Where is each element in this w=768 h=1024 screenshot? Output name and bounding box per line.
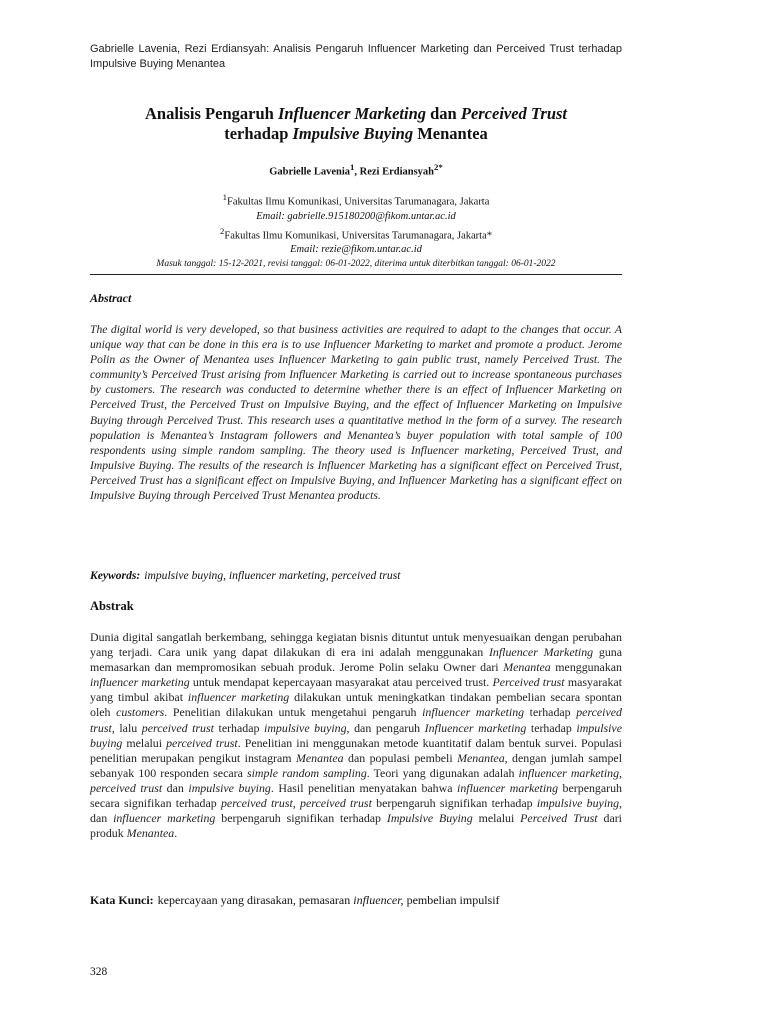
title-text: terhadap <box>224 124 293 143</box>
abstract-heading: Abstract <box>90 291 132 305</box>
abstrak-italic: Menantea <box>503 660 551 675</box>
title-text: Menantea <box>413 124 488 143</box>
affiliation-sup: 2 <box>219 225 225 236</box>
abstrak-italic: influencer marketing <box>422 705 525 720</box>
abstrak-italic: customers <box>116 705 165 720</box>
kata-kunci-italic: influencer, <box>353 893 404 907</box>
abstrak-italic: Menantea <box>296 750 344 765</box>
abstrak-text: , dan pengaruh <box>346 720 425 735</box>
abstrak-text: terhadap <box>526 720 577 735</box>
author-separator: , <box>354 166 360 178</box>
abstrak-italic: influencer marketing <box>187 690 290 705</box>
affiliation-email: Email: rezie@fikom.untar.ac.id <box>290 244 422 255</box>
affiliation-1 <box>90 190 622 210</box>
abstrak-text: dan <box>162 780 189 795</box>
abstrak-italic: impulsive buying <box>188 780 271 795</box>
abstrak-text: melalui <box>122 735 167 750</box>
keywords <box>90 569 622 582</box>
abstrak-italic: influencer marketing, perceived trust <box>90 765 623 795</box>
affiliation-email: Email: gabrielle.915180200@fikom.untar.ac.id <box>256 210 456 222</box>
abstrak-italic: perceived trust <box>166 735 238 750</box>
page-number: 328 <box>90 966 108 978</box>
abstrak-text: menggunakan <box>550 660 622 675</box>
abstrak-text: . <box>174 826 178 841</box>
abstrak-italic: perceived trust <box>90 705 622 735</box>
abstrak-text: , dengan jumlah sampel sebanyak 100 responden secara <box>90 750 622 780</box>
abstrak-italic: impulsive buying <box>90 720 622 750</box>
abstrak-italic: Menantea <box>126 826 175 841</box>
abstrak-italic: influencer marketing <box>90 675 190 690</box>
abstrak-text: . Penelitian dilakukan untuk mengetahui pengaruh <box>164 705 423 720</box>
abstrak-text: Dunia digital sangatlah berkembang, sehingga kegiatan bisnis dituntut untuk menyesuaikan dengan perubahan yang terjadi. Cara unik yang dapat dilakukan di era ini adalah menggunakan <box>90 630 622 660</box>
abstrak-text: . Hasil penelitian menyatakan bahwa <box>270 780 458 795</box>
affiliation-institution: Fakultas Ilmu Komunikasi, Universitas Tarumanagara, Jakarta <box>226 196 490 208</box>
kata-kunci-text: pembelian impulsif <box>403 893 500 907</box>
keywords-text: impulsive buying, influencer marketing, perceived trust <box>144 569 401 582</box>
abstrak-italic: Impulsive Buying <box>386 811 473 826</box>
affiliation-institution: Fakultas Ilmu Komunikasi, Universitas Tarumanagara, Jakarta* <box>224 230 492 241</box>
abstrak-text: dan populasi pembeli <box>343 750 458 765</box>
title-text: Influencer Marketing <box>277 104 426 123</box>
abstrak-italic: Influencer marketing <box>424 720 527 735</box>
affiliation-2 <box>90 224 622 244</box>
abstrak-italic: Perceived trust <box>492 675 565 690</box>
abstrak-text: masyarakat yang timbul akibat <box>90 675 622 705</box>
affiliations <box>90 190 622 257</box>
author-name: Gabrielle Lavenia <box>269 166 351 178</box>
abstrak-text: untuk mendapat kepercayaan masyarakat atau perceived trust. <box>189 675 493 690</box>
abstrak-text: dari produk <box>90 811 622 841</box>
abstrak-text: . Teori yang digunakan adalah <box>366 765 519 780</box>
paper-title <box>90 104 622 144</box>
running-header: Gabrielle Lavenia, Rezi Erdiansyah: Analisis Pengaruh Influencer Marketing dan Perceived Trust terhadap Impulsive Buying Menantea <box>90 43 622 70</box>
author-sup: 2* <box>434 162 443 172</box>
title-text: dan <box>426 104 461 123</box>
author-sup: 1 <box>350 162 355 172</box>
abstrak-italic: Influencer Marketing <box>488 645 594 660</box>
kata-kunci-label: Kata Kunci: <box>90 893 154 907</box>
abstrak-text: terhadap <box>213 720 265 735</box>
abstrak-italic: simple random sampling <box>246 765 367 780</box>
abstrak-text: berpengaruh secara signifikan terhadap <box>90 780 622 811</box>
kata-kunci <box>90 893 622 908</box>
abstrak-italic: impulsive buying <box>536 796 620 811</box>
abstrak-text: terhadap <box>524 705 577 720</box>
abstrak-text: melalui <box>472 811 521 826</box>
abstrak-text: , dan <box>90 796 623 826</box>
keywords-label: Keywords: <box>90 569 141 582</box>
submission-dates: Masuk tanggal: 15-12-2021, revisi tanggal: 06-01-2022, diterima untuk diterbitkan tanggal: 06-01-2022 <box>90 259 622 275</box>
abstrak-text: berpengaruh signifikan terhadap <box>371 796 537 811</box>
title-text: Impulsive Buying <box>292 124 414 143</box>
abstrak-text: berpengaruh signifikan terhadap <box>215 811 387 826</box>
kata-kunci-text: kepercayaan yang dirasakan, pemasaran <box>157 893 354 907</box>
abstrak-text: dilakukan untuk meningkatkan tindakan pembelian secara spontan oleh <box>90 690 622 720</box>
abstrak-text: , lalu <box>111 720 142 735</box>
abstrak-italic: influencer marketing <box>113 811 216 826</box>
abstrak-italic: perceived trust <box>141 720 214 735</box>
abstrak-text: guna memasarkan dan mempromosikan sebuah produk. Jerome Polin selaku Owner dari <box>90 645 622 675</box>
abstrak-text: . Penelitian ini menggunakan metode kuantitatif dalam bentuk survei. Populasi penelitian merupakan pengikut instagram <box>90 735 622 765</box>
abstrak-italic: perceived trust, perceived trust <box>220 796 372 811</box>
abstrak-italic: impulsive buying <box>264 720 347 735</box>
abstrak-heading: Abstrak <box>90 599 134 613</box>
abstrak-italic: Menantea <box>457 750 505 765</box>
title-text: Perceived Trust <box>460 104 568 123</box>
abstrak-italic: influencer marketing <box>457 780 559 795</box>
abstrak-italic: Perceived Trust <box>520 811 598 826</box>
author-list <box>90 162 622 178</box>
abstrak-body <box>90 630 622 841</box>
title-text: Analisis Pengaruh <box>144 104 278 123</box>
abstract-body: The digital world is very developed, so that business activities are required to adapt to the changes that occur. A unique way that can be done in this era is to use Influencer Marketing to market and promote a product. Jerome Polin as the Owner of Menantea uses Influencer Marketing to gain public trust, namely Perceived Trust. The community’s Perceived Trust arising from Influencer Marketing is carried out to increase spontaneous purchases by customers. The research was conducted to determine whether there is an effect of Influencer Marketing on Perceived Trust, the Perceived Trust on Impulsive Buying, and the effect of Influencer Marketing on Impulsive Buying through Perceived Trust. This research uses a quantitative method in the form of a survey. The research population is Menantea’s Instagram followers and Menantea’s buyer population with total sample of 100 respondents using simple random sampling. The theory used is Influencer marketing, Perceived Trust, and Impulsive Buying. The results of the research is Influencer Marketing has a significant effect on Perceived Trust, Perceived Trust has a significant effect on Impulsive Buying, and Influencer Marketing has a significant effect on Impulsive Buying through Perceived Trust Menantea products. <box>90 323 622 503</box>
affiliation-sup: 1 <box>222 192 227 202</box>
author-name: Rezi Erdiansyah <box>359 166 435 178</box>
